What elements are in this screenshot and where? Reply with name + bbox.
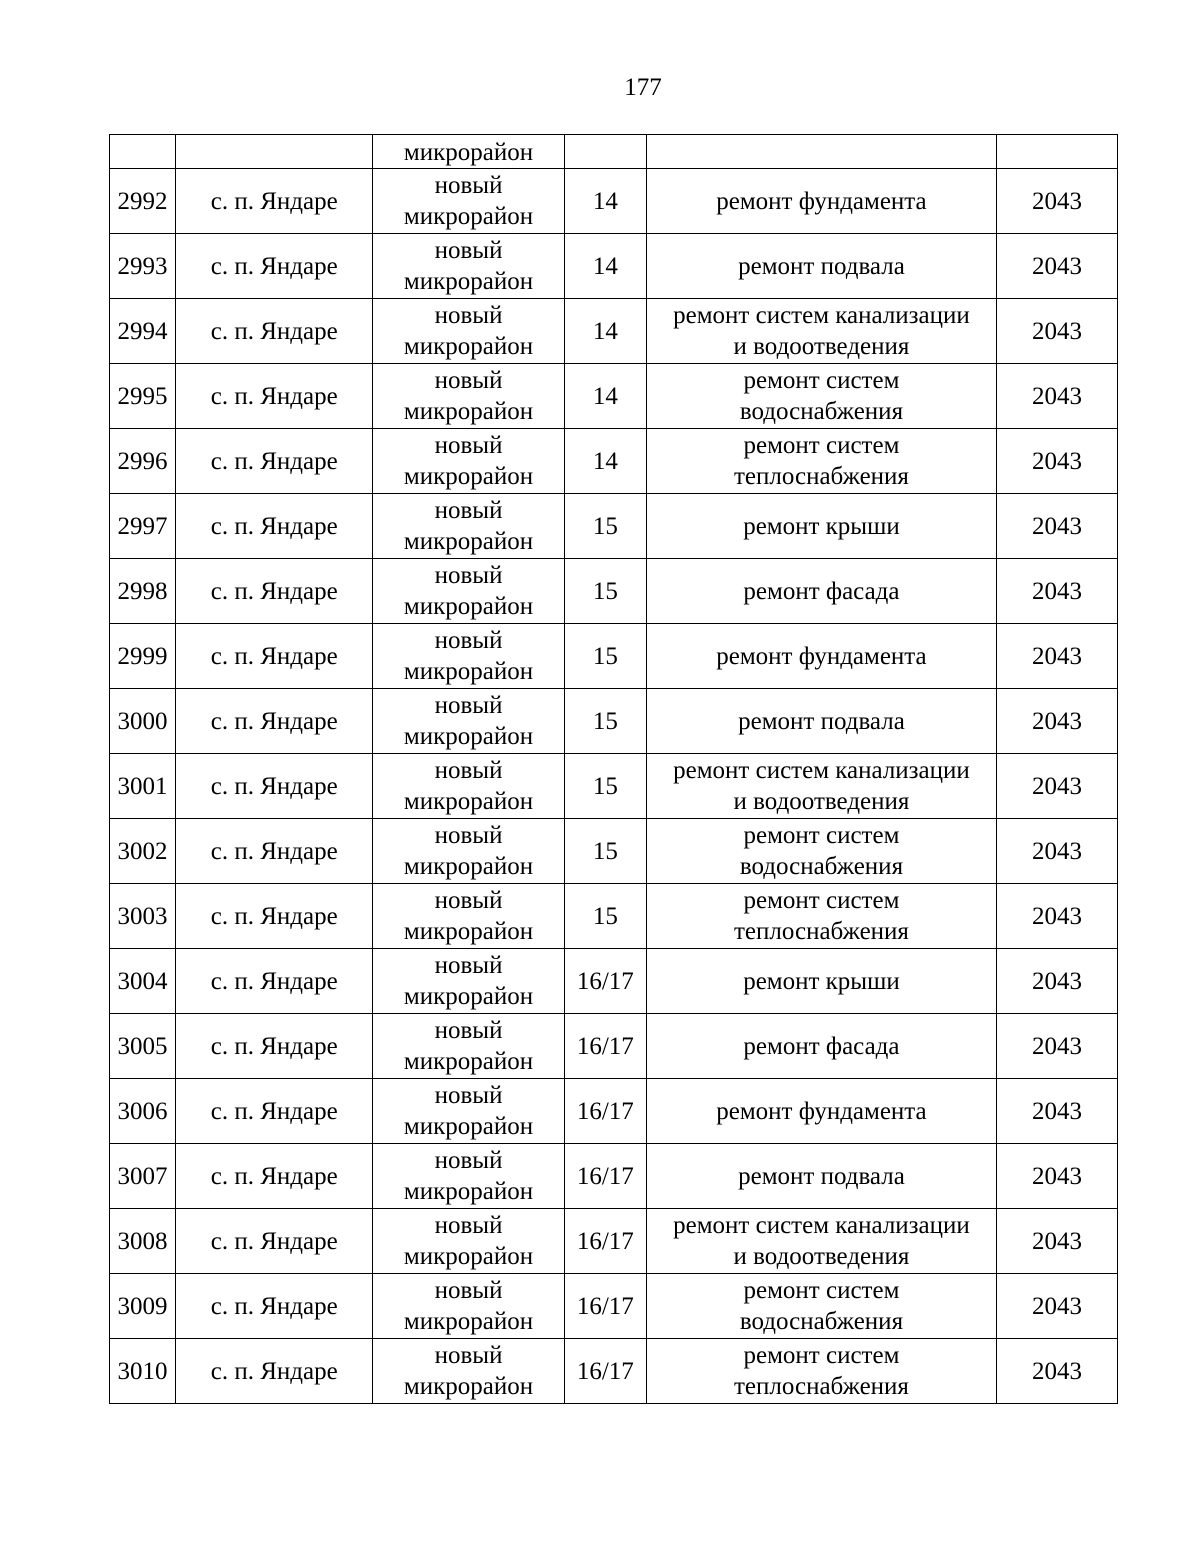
locality-cell: с. п. Яндаре	[176, 364, 373, 429]
year-cell: 2043	[996, 494, 1117, 559]
locality-cell: с. п. Яндаре	[176, 169, 373, 234]
row-number-cell: 2996	[110, 429, 176, 494]
table-row	[110, 364, 1118, 429]
district-line-2: микрорайон	[403, 918, 534, 945]
table-row	[110, 169, 1118, 234]
district-line-2: микрорайон	[403, 203, 534, 230]
district-line-1: новый	[434, 237, 503, 264]
district-line-2: микрорайон	[403, 658, 534, 685]
work-type-line-1: ремонт систем канализации	[673, 302, 970, 329]
table-row	[110, 754, 1118, 819]
work-type-line-2: и водоотведения	[733, 1243, 910, 1270]
building-cell: 16/17	[564, 949, 646, 1014]
row-number-cell: 3008	[110, 1209, 176, 1274]
work-type-line-2: водоснабжения	[739, 1308, 904, 1335]
district-line-2: микрорайон	[403, 983, 534, 1010]
locality-cell: с. п. Яндаре	[176, 234, 373, 299]
locality-cell: с. п. Яндаре	[176, 494, 373, 559]
year-cell: 2043	[996, 1209, 1117, 1274]
locality-cell: с. п. Яндаре	[176, 1079, 373, 1144]
work-type-line-1: ремонт подвала	[738, 252, 905, 280]
district-line-2: микрорайон	[403, 723, 534, 750]
work-type-line-1: ремонт систем	[743, 1342, 900, 1369]
row-number-cell: 3005	[110, 1014, 176, 1079]
building-cell	[564, 135, 646, 169]
locality-cell: с. п. Яндаре	[176, 1339, 373, 1404]
row-number-cell: 3006	[110, 1079, 176, 1144]
district-cell	[373, 299, 564, 364]
table-row	[110, 819, 1118, 884]
table-row	[110, 559, 1118, 624]
district-cell	[373, 364, 564, 429]
building-cell: 15	[564, 689, 646, 754]
district-line-1: новый	[434, 367, 503, 394]
district-line-1: новый	[434, 822, 503, 849]
work-type-line-1: ремонт фундамента	[716, 1097, 927, 1125]
district-line-1: новый	[434, 1277, 503, 1304]
work-type-cell	[647, 624, 997, 689]
row-number-cell: 3003	[110, 884, 176, 949]
table-row	[110, 1274, 1118, 1339]
district-line-1: новый	[434, 757, 503, 784]
building-cell: 15	[564, 884, 646, 949]
work-type-line-2: водоснабжения	[739, 853, 904, 880]
district-line-2: микрорайон	[403, 1243, 534, 1270]
repair-schedule-table	[109, 134, 1118, 1404]
work-type-cell	[647, 299, 997, 364]
table-row	[110, 949, 1118, 1014]
district-line-2: микрорайон	[403, 1373, 534, 1400]
work-type-line-1: ремонт систем канализации	[673, 757, 970, 784]
district-cell	[373, 1014, 564, 1079]
work-type-line-1: ремонт крыши	[743, 967, 900, 995]
work-type-line-1: ремонт систем	[743, 432, 900, 459]
year-cell: 2043	[996, 1274, 1117, 1339]
page-number: 177	[624, 74, 662, 101]
row-number-cell	[110, 135, 176, 169]
table-row	[110, 689, 1118, 754]
district-cell	[373, 169, 564, 234]
district-cell	[373, 494, 564, 559]
row-number-cell: 2994	[110, 299, 176, 364]
district-line-2: микрорайон	[403, 528, 534, 555]
work-type-cell	[647, 1274, 997, 1339]
building-cell: 16/17	[564, 1144, 646, 1209]
work-type-line-2: теплоснабжения	[733, 918, 909, 945]
work-type-cell	[647, 949, 997, 1014]
year-cell: 2043	[996, 299, 1117, 364]
row-number-cell: 2998	[110, 559, 176, 624]
district-cell	[373, 754, 564, 819]
building-cell: 16/17	[564, 1209, 646, 1274]
district-line-2: микрорайон	[403, 853, 534, 880]
locality-cell: с. п. Яндаре	[176, 1209, 373, 1274]
year-cell: 2043	[996, 429, 1117, 494]
work-type-cell	[647, 819, 997, 884]
locality-cell: с. п. Яндаре	[176, 429, 373, 494]
building-cell: 16/17	[564, 1014, 646, 1079]
locality-cell: с. п. Яндаре	[176, 299, 373, 364]
district-cell	[373, 949, 564, 1014]
work-type-cell	[647, 1209, 997, 1274]
district-line-1: новый	[434, 1147, 503, 1174]
work-type-cell	[647, 1144, 997, 1209]
building-cell: 14	[564, 169, 646, 234]
work-type-cell	[647, 169, 997, 234]
work-type-line-1: ремонт фундамента	[716, 642, 927, 670]
district-cell	[373, 1339, 564, 1404]
year-cell: 2043	[996, 949, 1117, 1014]
district-line-2: микрорайон	[403, 1178, 534, 1205]
table-row	[110, 1209, 1118, 1274]
district-line-2: микрорайон	[403, 1308, 534, 1335]
building-cell: 15	[564, 559, 646, 624]
work-type-line-1: ремонт систем	[743, 1277, 900, 1304]
district-cell	[373, 1209, 564, 1274]
year-cell: 2043	[996, 884, 1117, 949]
work-type-line-1: ремонт подвала	[738, 1162, 905, 1190]
building-cell: 15	[564, 754, 646, 819]
district-line-2: микрорайон	[403, 593, 534, 620]
district-line-2: микрорайон	[403, 463, 534, 490]
work-type-cell	[647, 754, 997, 819]
locality-cell: с. п. Яндаре	[176, 1144, 373, 1209]
district-cell	[373, 429, 564, 494]
row-number-cell: 3007	[110, 1144, 176, 1209]
work-type-cell	[647, 1339, 997, 1404]
row-number-cell: 3002	[110, 819, 176, 884]
district-line-2: микрорайон	[403, 788, 534, 815]
row-number-cell: 3000	[110, 689, 176, 754]
district-line-1: новый	[434, 562, 503, 589]
work-type-cell	[647, 364, 997, 429]
district-cell	[373, 559, 564, 624]
row-number-cell: 2999	[110, 624, 176, 689]
district-cell	[373, 884, 564, 949]
continued-row	[110, 135, 1118, 169]
row-number-cell: 2993	[110, 234, 176, 299]
work-type-line-2: и водоотведения	[733, 333, 910, 360]
work-type-cell	[647, 884, 997, 949]
district-cell	[373, 1079, 564, 1144]
year-cell: 2043	[996, 1079, 1117, 1144]
work-type-cell	[647, 494, 997, 559]
year-cell: 2043	[996, 754, 1117, 819]
locality-cell: с. п. Яндаре	[176, 754, 373, 819]
district-line-1: новый	[434, 692, 503, 719]
district-line-1: новый	[434, 1082, 503, 1109]
locality-cell: с. п. Яндаре	[176, 689, 373, 754]
work-type-line-1: ремонт систем	[743, 822, 900, 849]
building-cell: 15	[564, 819, 646, 884]
district-cell	[373, 689, 564, 754]
district-line-1: новый	[434, 1212, 503, 1239]
work-type-cell	[647, 1079, 997, 1144]
district-line-1: новый	[434, 952, 503, 979]
year-cell: 2043	[996, 689, 1117, 754]
work-type-line-2: теплоснабжения	[733, 463, 909, 490]
district-line-1: новый	[434, 172, 503, 199]
district-cell	[373, 1144, 564, 1209]
row-number-cell: 2995	[110, 364, 176, 429]
district-line-1: новый	[434, 1342, 503, 1369]
building-cell: 14	[564, 234, 646, 299]
table-row	[110, 884, 1118, 949]
table-row	[110, 1014, 1118, 1079]
locality-cell: с. п. Яндаре	[176, 819, 373, 884]
work-type-line-1: ремонт систем канализации	[673, 1212, 970, 1239]
district-line-2: микрорайон	[403, 333, 534, 360]
row-number-cell: 3010	[110, 1339, 176, 1404]
district-cell	[373, 624, 564, 689]
locality-cell	[176, 135, 373, 169]
building-cell: 14	[564, 429, 646, 494]
year-cell: 2043	[996, 364, 1117, 429]
year-cell: 2043	[996, 1339, 1117, 1404]
row-number-cell: 3001	[110, 754, 176, 819]
row-number-cell: 3009	[110, 1274, 176, 1339]
table-row	[110, 1144, 1118, 1209]
locality-cell: с. п. Яндаре	[176, 624, 373, 689]
work-type-cell	[647, 689, 997, 754]
work-type-line-1: ремонт подвала	[738, 707, 905, 735]
district-line-1: новый	[434, 432, 503, 459]
row-number-cell: 2997	[110, 494, 176, 559]
table-row	[110, 1339, 1118, 1404]
building-cell: 14	[564, 299, 646, 364]
district-line-2: микрорайон	[403, 1048, 534, 1075]
district-line-1: новый	[434, 302, 503, 329]
table-row	[110, 494, 1118, 559]
work-type-line-2: теплоснабжения	[733, 1373, 909, 1400]
locality-cell: с. п. Яндаре	[176, 559, 373, 624]
work-type-line-2: и водоотведения	[733, 788, 910, 815]
table-row	[110, 1079, 1118, 1144]
district-line-1: новый	[434, 1017, 503, 1044]
table-row	[110, 429, 1118, 494]
table-row	[110, 624, 1118, 689]
district-line-2: микрорайон	[403, 1113, 534, 1140]
district-cell	[373, 819, 564, 884]
table-row	[110, 234, 1118, 299]
year-cell: 2043	[996, 234, 1117, 299]
building-cell: 16/17	[564, 1274, 646, 1339]
work-type-cell	[647, 559, 997, 624]
district-line-1: новый	[434, 627, 503, 654]
work-type-line-1: ремонт фундамента	[716, 187, 927, 215]
district-line-2: микрорайон	[403, 398, 534, 425]
year-cell: 2043	[996, 169, 1117, 234]
work-type-line-1: ремонт систем	[743, 367, 900, 394]
work-type-line-1: ремонт систем	[743, 887, 900, 914]
row-number-cell: 2992	[110, 169, 176, 234]
building-cell: 15	[564, 624, 646, 689]
district-cell	[373, 234, 564, 299]
row-number-cell: 3004	[110, 949, 176, 1014]
building-cell: 15	[564, 494, 646, 559]
locality-cell: с. п. Яндаре	[176, 884, 373, 949]
work-type-cell	[647, 429, 997, 494]
district-cell	[373, 1274, 564, 1339]
district-line-2: микрорайон	[403, 268, 534, 295]
year-cell	[996, 135, 1117, 169]
work-type-line-1: ремонт фасада	[743, 1032, 900, 1060]
locality-cell: с. п. Яндаре	[176, 1014, 373, 1079]
building-cell: 14	[564, 364, 646, 429]
year-cell: 2043	[996, 819, 1117, 884]
district-cell: микрорайон	[373, 135, 564, 169]
year-cell: 2043	[996, 624, 1117, 689]
building-cell: 16/17	[564, 1339, 646, 1404]
year-cell: 2043	[996, 1014, 1117, 1079]
work-type-cell	[647, 234, 997, 299]
year-cell: 2043	[996, 1144, 1117, 1209]
work-type-line-1: ремонт фасада	[743, 577, 900, 605]
table-row	[110, 299, 1118, 364]
work-type-cell	[647, 135, 997, 169]
work-type-line-1: ремонт крыши	[743, 512, 900, 540]
table-body	[110, 135, 1118, 1404]
work-type-line-2: водоснабжения	[739, 398, 904, 425]
year-cell: 2043	[996, 559, 1117, 624]
work-type-cell	[647, 1014, 997, 1079]
locality-cell: с. п. Яндаре	[176, 949, 373, 1014]
district-line-1: новый	[434, 497, 503, 524]
locality-cell: с. п. Яндаре	[176, 1274, 373, 1339]
district-line-1: новый	[434, 887, 503, 914]
building-cell: 16/17	[564, 1079, 646, 1144]
